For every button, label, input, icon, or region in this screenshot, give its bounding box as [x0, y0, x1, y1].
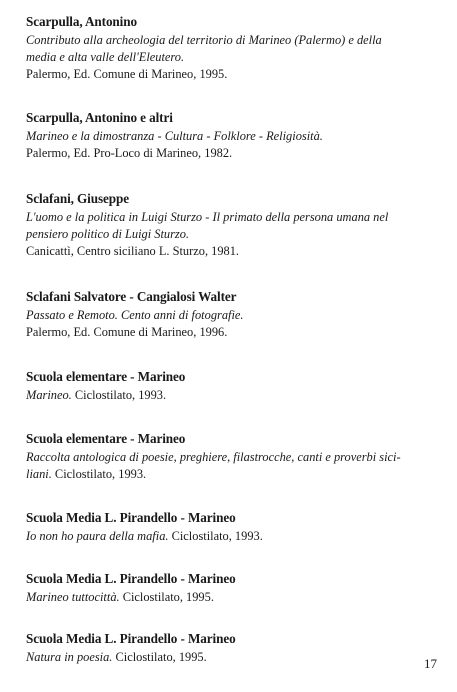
- entry-author: Sclafani Salvatore - Cangialosi Walter: [26, 289, 237, 304]
- entry-title-line: pensiero politico di Luigi Sturzo.: [26, 226, 190, 241]
- entry-author: Scuola Media L. Pirandello - Marineo: [26, 510, 236, 525]
- entry-title-line: Passato e Remoto. Cento anni di fotografie.: [26, 308, 244, 322]
- entry-publication: Ciclostilato, 1995.: [112, 650, 207, 664]
- entry-title: Io non ho paura della mafia.: [26, 529, 169, 543]
- entry-author: Scuola Media L. Pirandello - Marineo: [26, 571, 236, 586]
- entry-title-line: [26, 649, 236, 666]
- entry-author: Scuola Media L. Pirandello - Marineo: [26, 631, 236, 646]
- entry-title-line: Contributo alla archeologia del territorio di Marineo (Palermo) e della: [26, 33, 382, 47]
- entry-publication: Ciclostilato, 1993.: [71, 388, 167, 402]
- entry-title-line: Marineo e la dimostranza - Cultura - Folklore - Religiosità.: [26, 129, 323, 143]
- bibliography-entry: [26, 510, 263, 545]
- entry-title-line: [26, 589, 236, 606]
- bibliography-entry: [26, 631, 236, 666]
- bibliography-entry: [26, 369, 185, 404]
- bibliography-entry: [26, 289, 244, 341]
- entry-publication: Ciclostilato, 1993.: [168, 529, 263, 543]
- entry-title-line: [26, 466, 401, 483]
- entry-author: Scarpulla, Antonino: [26, 14, 137, 29]
- bibliography-entry: [26, 191, 388, 259]
- entry-publication: Palermo, Ed. Pro-Loco di Marineo, 1982.: [26, 145, 233, 160]
- entry-author: Scuola elementare - Marineo: [26, 369, 186, 384]
- entry-title-line: Raccolta antologica di poesie, preghiere, filastrocche, canti e proverbi sici-: [26, 450, 401, 464]
- entry-author: Scuola elementare - Marineo: [26, 431, 186, 446]
- entry-title-line: [26, 528, 263, 545]
- entry-publication: Ciclostilato, 1993.: [51, 466, 147, 481]
- entry-title-line: L'uomo e la politica in Luigi Sturzo - Il primato della persona umana nel: [26, 210, 389, 224]
- bibliography-entry: [26, 431, 401, 483]
- entry-title: liani.: [26, 466, 52, 481]
- entry-publication: Canicattì, Centro siciliano L. Sturzo, 1981.: [26, 243, 240, 258]
- entry-author: Scarpulla, Antonino e altri: [26, 110, 173, 125]
- entry-author: Sclafani, Giuseppe: [26, 191, 129, 206]
- entry-title: Natura in poesia.: [26, 650, 113, 664]
- entry-publication: Palermo, Ed. Comune di Marineo, 1995.: [26, 66, 228, 81]
- entry-title: Marineo.: [26, 388, 72, 402]
- entry-title-line: media e alta valle dell'Eleutero.: [26, 49, 185, 64]
- entry-publication: Ciclostilato, 1995.: [119, 590, 214, 604]
- entry-title-line: [26, 387, 185, 404]
- bibliography-entry: [26, 110, 323, 162]
- entry-publication: Palermo, Ed. Comune di Marineo, 1996.: [26, 324, 228, 339]
- bibliography-entry: [26, 571, 236, 606]
- page-number: 17: [424, 656, 437, 671]
- bibliography-entry: [26, 14, 382, 82]
- entry-title: Marineo tuttocittà.: [26, 590, 120, 604]
